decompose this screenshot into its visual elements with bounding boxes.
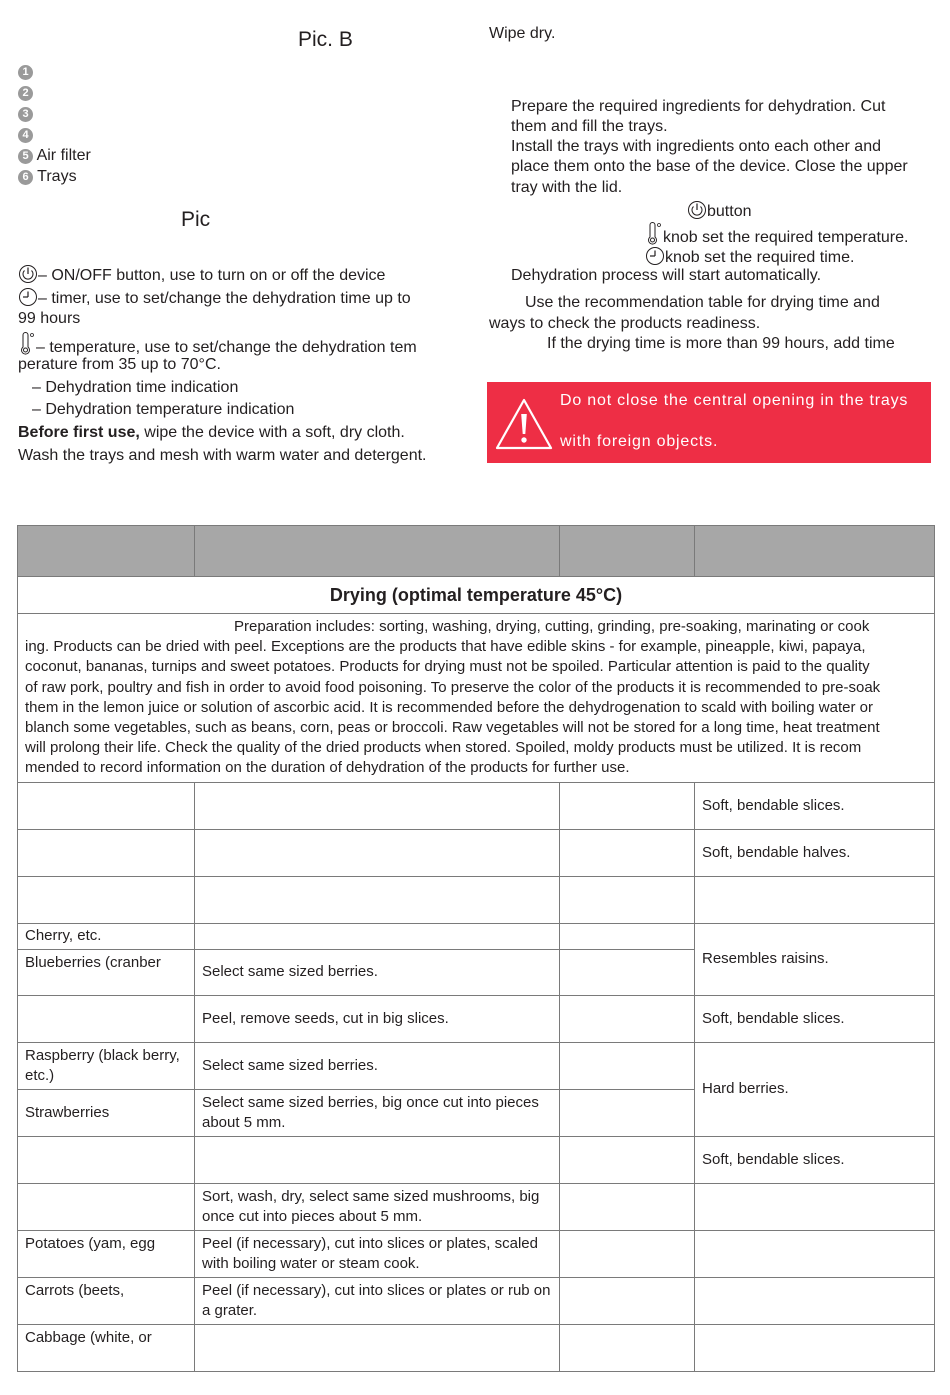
preparation-cell: Sort, wash, dry, select same sized mushrooms, big once cut into pieces about 5 mm. [195,1183,560,1230]
section-title: Drying (optimal temperature 45°C) [18,577,935,614]
time-cell [560,995,695,1042]
part-item [18,167,91,188]
table-row [18,1183,935,1230]
warning-text-line1: Do not close the central opening in the trays [560,392,909,409]
table-row [18,923,935,949]
readiness-cell: Soft, bendable halves. [695,829,935,876]
table-row [18,1230,935,1277]
warning-box [487,382,931,463]
temp-knob-step [645,222,908,248]
time-cell [560,829,695,876]
timer-description-text: – timer, use to set/change the dehydration time up to [38,290,411,307]
timer-description-cont: 99 hours [18,310,81,327]
product-cell [18,1183,195,1230]
paragraph-line: blanch some vegetables, such as beans, corn, peas or broccoli. Raw vegetables will not be stored for a long time, heat treatment [25,719,880,737]
time-cell [560,1136,695,1183]
product-cell: Raspberry (black berry, etc.) [18,1042,195,1089]
paragraph-line: mended to record information on the duration of dehydration of the products for further use. [25,759,630,777]
paragraph-line: coconut, bananas, turnips and sweet potatoes. Products for drying must not be spoiled. Particular attention is paid to the quality [25,658,870,676]
pic-b-title: Pic. B [298,28,353,51]
product-cell: Cherry, etc. [18,923,195,949]
power-description-text: – ON/OFF button, use to turn on or off the device [38,267,386,284]
preparation-cell: Peel, remove seeds, cut in big slices. [195,995,560,1042]
table-row [18,782,935,829]
preparation-cell: Peel (if necessary), cut into slices or plates or rub on a grater. [195,1277,560,1324]
readiness-cell: Soft, bendable slices. [695,1136,935,1183]
parts-list [18,62,91,188]
part-item [18,104,91,125]
product-cell [18,782,195,829]
drying-table [17,525,935,1372]
step-line: place them onto the base of the device. Close the upper [511,158,908,175]
recommend-text-cont: ways to check the products readiness. [489,315,761,332]
power-icon [18,264,38,284]
temperature-description-text: – temperature, use to set/change the dehydration tem [36,339,417,356]
time-knob-step [645,246,854,268]
header-cell [18,526,195,577]
preparation-cell: Select same sized berries. [195,1042,560,1089]
warning-text-line2: with foreign objects. [560,433,719,450]
table-row [18,1277,935,1324]
table-row [18,1136,935,1183]
preparation-cell [195,782,560,829]
number-badge: 5 [18,149,33,164]
product-cell: Strawberries [18,1089,195,1136]
recommend-text: Use the recommendation table for drying time and [525,294,880,311]
paragraph-line: of raw pork, poultry and fish in order to avoid food poisoning. To preserve the color of the products it is recommended to pre-soak [25,678,881,696]
button-step-text: button [707,203,752,220]
button-step [687,200,751,222]
first-use-bold: Before first use, [18,424,140,441]
header-cell [560,526,695,577]
time-cell [560,1277,695,1324]
power-description [18,264,385,286]
timer-description [18,287,411,309]
readiness-cell [695,1277,935,1324]
part-label: Trays [37,168,77,185]
preparation-cell: Select same sized berries, big once cut into pieces about 5 mm. [195,1089,560,1136]
readiness-cell: Soft, bendable slices. [695,782,935,829]
product-cell: Carrots (beets, [18,1277,195,1324]
step-line: Prepare the required ingredients for dehydration. Cut [511,98,886,115]
product-cell: Potatoes (yam, egg [18,1230,195,1277]
table-header-row [18,526,935,577]
temp-indication-text: – Dehydration temperature indication [32,401,295,418]
preparation-cell [195,1324,560,1371]
wash-text: Wash the trays and mesh with warm water and detergent. [18,447,427,464]
over-99-text: If the drying time is more than 99 hours, add time [547,335,895,352]
number-badge: 2 [18,86,33,101]
preparation-cell [195,1136,560,1183]
first-use-text [18,423,405,443]
product-cell: Blueberries (cranber [18,949,195,995]
number-badge: 6 [18,170,33,185]
preparation-cell [195,923,560,949]
readiness-cell [695,876,935,923]
number-badge: 3 [18,107,33,122]
number-badge: 1 [18,65,33,80]
thermometer-icon [645,222,663,246]
first-use-rest: wipe the device with a soft, dry cloth. [139,424,405,441]
time-cell [560,1042,695,1089]
temperature-description-cont: perature from 35 up to 70°C. [18,356,221,373]
table-row [18,829,935,876]
time-cell [560,782,695,829]
timer-icon [645,246,665,266]
paragraph-row [18,614,935,783]
wipe-dry-text: Wipe dry. [489,25,556,42]
auto-start-text: Dehydration process will start automatically. [511,267,822,284]
product-cell [18,829,195,876]
preparation-cell: Peel (if necessary), cut into slices or plates, scaled with boiling water or steam cook. [195,1230,560,1277]
product-cell: Cabbage (white, or [18,1324,195,1371]
time-cell [560,1324,695,1371]
time-cell [560,1183,695,1230]
readiness-cell: Resembles raisins. [695,923,935,995]
header-cell [695,526,935,577]
table-row [18,995,935,1042]
preparation-cell [195,876,560,923]
readiness-cell [695,1324,935,1371]
timer-icon [18,287,38,307]
section-title-row [18,577,935,614]
paragraph-line: will prolong their life. Check the quality of the dried products when stored. Spoiled, moldy products must be utilized. It is recom [25,739,862,757]
paragraph-line: them in the lemon juice or solution of ascorbic acid. It is recommended before the dehydrogenation to scald with boiling water or [25,698,873,716]
header-cell [195,526,560,577]
part-label: Air filter [36,147,91,164]
readiness-cell: Hard berries. [695,1042,935,1136]
step-line: tray with the lid. [511,179,623,196]
pic-title: Pic [181,208,211,231]
warning-triangle-icon [494,397,554,451]
time-cell [560,923,695,949]
preparation-paragraph [18,614,935,783]
preparation-cell [195,829,560,876]
step-line: them and fill the trays. [511,118,668,135]
thermometer-icon [18,332,36,356]
time-cell [560,949,695,995]
table-row [18,876,935,923]
product-cell [18,995,195,1042]
preparation-cell: Select same sized berries. [195,949,560,995]
table-row [18,1324,935,1371]
part-item [18,62,91,83]
product-cell [18,1136,195,1183]
power-icon [687,200,707,220]
part-item [18,146,91,167]
paragraph-line: Preparation includes: sorting, washing, drying, cutting, grinding, pre-soaking, marinating or cook [234,618,870,635]
readiness-cell [695,1230,935,1277]
time-indication-text: – Dehydration time indication [32,379,239,396]
time-knob-step-text: knob set the required time. [665,249,855,266]
part-item [18,125,91,146]
product-cell [18,876,195,923]
readiness-cell [695,1183,935,1230]
temp-knob-step-text: knob set the required temperature. [663,229,909,246]
paragraph-line: ing. Products can be dried with peel. Exceptions are the products that have edible skins - for example, pineapple, kiwi, papaya, [25,638,866,656]
time-cell [560,1230,695,1277]
number-badge: 4 [18,128,33,143]
part-item [18,83,91,104]
table-row [18,1042,935,1089]
time-cell [560,876,695,923]
time-cell [560,1089,695,1136]
step-line: Install the trays with ingredients onto each other and [511,138,881,155]
readiness-cell: Soft, bendable slices. [695,995,935,1042]
